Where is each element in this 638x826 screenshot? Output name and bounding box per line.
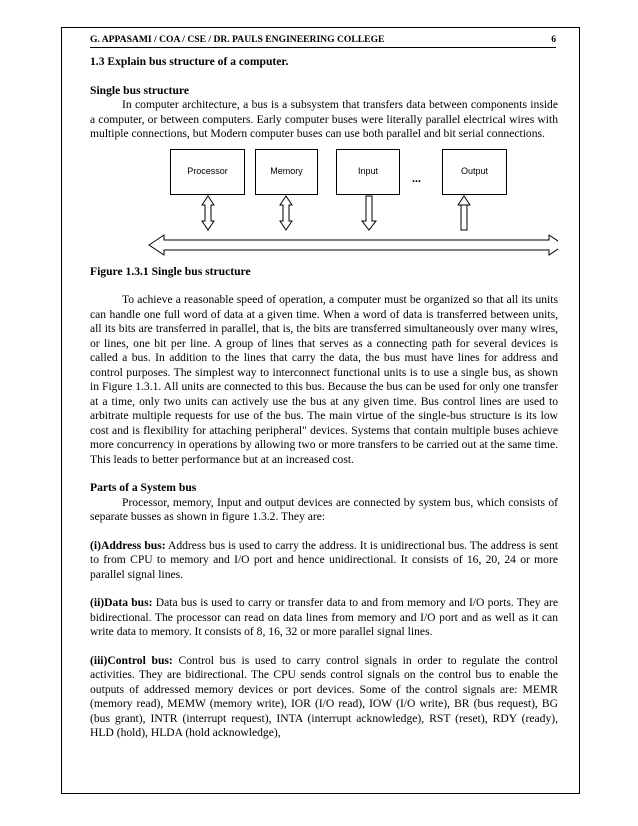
bus-diagram (90, 149, 558, 265)
single-bus-heading: Single bus structure (90, 83, 189, 97)
data-bus-text: Data bus is used to carry or transfer data to and from memory and I/O ports. They are bidirectional. The processor can read on data lines from memory and I/O port and as well as it can write data to memory. It consists of 8, 16, 32 or more parallel signal lines. (90, 596, 558, 638)
page-header (90, 33, 556, 48)
input-bus-arrow (362, 196, 376, 230)
input-box: Input (336, 149, 400, 195)
address-bus-text: Address bus is used to carry the address. It is unidirectional bus. The address is sent to from CPU to memory and I/O port and hence unidirectional. It consists of 16, 20, 24 or more parallel signal lines. (90, 538, 558, 581)
bus-explanation: To achieve a reasonable speed of operation, a computer must be organized so that all its units can handle one full word of data at a given time. When a word of data is transferred between units, all its bits are transferred in parallel, that is, the bits are transferred simultaneously over many wires, or lines, one bit per line. A group of lines that serves as a connecting path for several devices is called a bus. In addition to the lines that carry the data, the bus must have lines for address and control purposes. The simplest way to interconnect functional units is to use a single bus, as shown in Figure 1.3.1. All units are connected to this bus. Because the bus can be used for only one transfer at a time, only two units can actively use the bus at any given time. Bus control lines are used to arbitrate multiple requests for use of the bus. The main virtue of the single-bus structure is its low cost and is flexibility for attaching peripheral" devices. Systems that contain multiple buses achieve more concurrency in operations by allowing two or more transfers to be carried out at the same time. This leads to better performance but at an increased cost. (90, 293, 558, 466)
question-heading: 1.3 Explain bus structure of a computer. (90, 55, 289, 68)
figure-caption: Figure 1.3.1 Single bus structure (90, 264, 251, 278)
processor-box: Processor (170, 149, 245, 195)
control-bus-label: (iii)Control bus: (90, 653, 173, 667)
more-units-ellipsis: ... (412, 170, 421, 185)
processor-bus-arrow (202, 196, 214, 230)
page-number: 6 (551, 34, 556, 45)
parts-heading: Parts of a System bus (90, 481, 197, 494)
address-bus-label: (i)Address bus: (90, 538, 166, 552)
output-bus-arrow (458, 196, 470, 230)
single-bus-intro: In computer architecture, a bus is a subsystem that transfers data between components inside a computer, or between computers. Early computer buses were literally parallel electrical wires with multiple connections, but Modern computer buses can use both parallel and bit serial connections. (90, 98, 558, 140)
control-bus-text: Control bus is used to carry control signals in order to regulate the control activities. They are bidirectional. The CPU sends control signals on the control bus to enable the outputs of addressed memory devices or port devices. Some of the control signals are: MEMR (memory read), MEMW (memory write), IOR (I/O read), IOW (I/O write), BR (bus request), BG (bus grant), INTR (interrupt request), INTA (interrupt acknowledge), RST (reset), RDY (ready), HLD (hold), HLDA (hold acknowledge), (90, 653, 559, 739)
address-bus-paragraph (90, 539, 558, 583)
parts-intro: Processor, memory, Input and output devices are connected by system bus, which consists of separate busses as shown in figure 1.3.2. They are: (90, 495, 558, 523)
memory-bus-arrow (280, 196, 292, 230)
output-box: Output (442, 149, 507, 195)
memory-box: Memory (255, 149, 318, 195)
control-bus-paragraph (90, 654, 558, 741)
data-bus-label: (ii)Data bus: (90, 596, 153, 609)
data-bus-paragraph (90, 596, 558, 640)
header-title: G. APPASAMI / COA / CSE / DR. PAULS ENGINEERING COLLEGE (90, 34, 385, 45)
document-body (90, 55, 558, 741)
system-bus (149, 235, 558, 255)
